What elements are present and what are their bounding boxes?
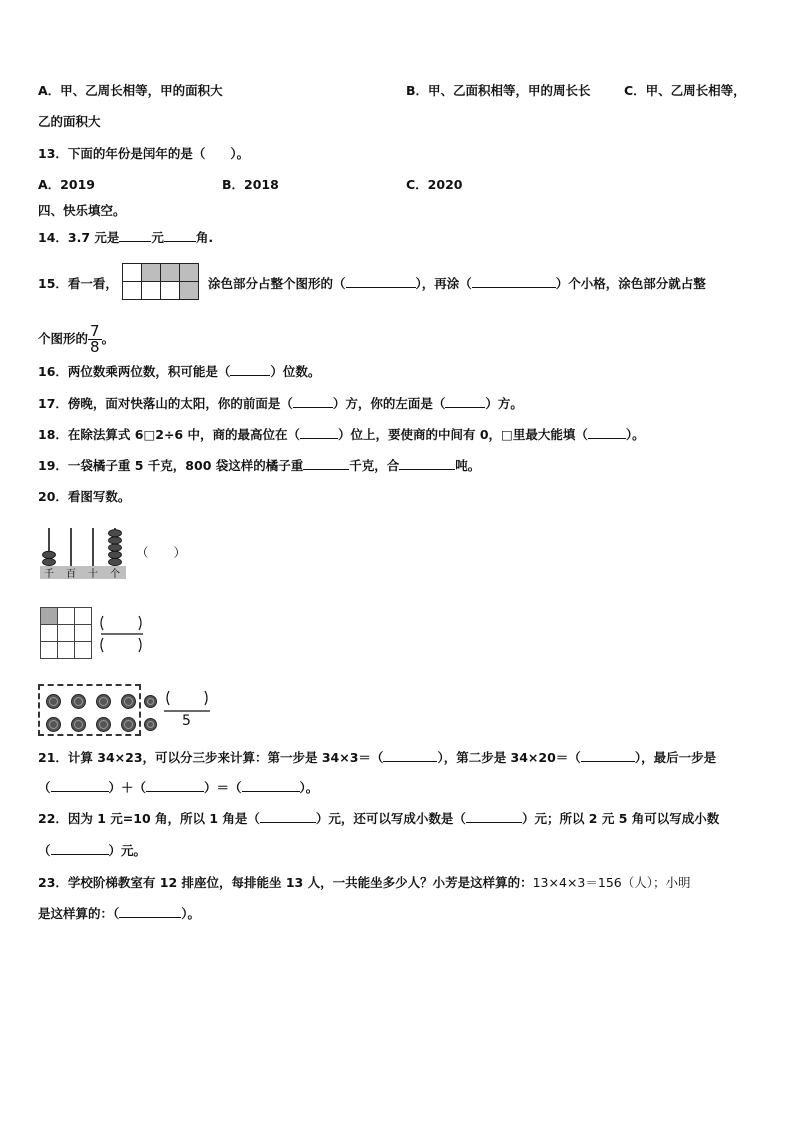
q19 [38, 458, 480, 474]
q20-stem: 20．看图写数。 [38, 489, 131, 504]
q21-text-1: 21．计算 34×23，可以分三步来计算：第一步是 34×3＝（ [38, 750, 384, 765]
grid-cell-shaded [161, 264, 180, 282]
q22-text-1: 22．因为 1 元=10 角，所以 1 角是（ [38, 811, 260, 826]
q21-text-3: ），最后一步是 [634, 750, 717, 765]
q18-text-1: 18．在除法算式 6□2÷6 中，商的最高位在（ [38, 427, 300, 442]
abacus-label-hundreds: 百 [66, 569, 76, 580]
abacus-bead-thousands [43, 551, 56, 558]
q17 [38, 396, 523, 412]
q23-line-2 [38, 906, 200, 922]
q16-text-2: ）位数。 [270, 364, 321, 379]
grid-cell [161, 282, 180, 300]
grid-cell [123, 264, 142, 282]
abacus-bead-ones [109, 551, 122, 558]
q21-blank-add2[interactable] [146, 780, 204, 792]
dot [96, 717, 111, 732]
q15-text [208, 276, 706, 292]
dot [71, 694, 86, 709]
dot [121, 717, 136, 732]
q15-text-6: 。 [101, 331, 115, 346]
q22-text-2: ）元，还可以写成小数是（ [315, 811, 466, 826]
grid-cell [75, 642, 92, 659]
abacus [40, 520, 130, 580]
grid-cell [142, 282, 161, 300]
q18 [38, 427, 645, 443]
q19-blank-ton[interactable] [399, 458, 455, 470]
abacus-answer[interactable]: （ ） [136, 545, 187, 560]
q14-blank-jiao[interactable] [164, 229, 196, 242]
q15-text-2: 涂色部分占整个图形的（ [208, 276, 346, 291]
grid-cell-shaded [180, 264, 199, 282]
q19-text-3: 吨。 [455, 458, 481, 473]
abacus-bead-ones [109, 558, 122, 565]
q14-text-1: 3.7 元是 [67, 230, 120, 245]
q18-blank-place[interactable] [300, 427, 338, 439]
q22-blank-2yuan5jiao[interactable] [51, 843, 109, 855]
grid-cell [75, 608, 92, 625]
q17-blank-front[interactable] [293, 396, 333, 408]
q13-option-b: B．2018 [222, 177, 279, 192]
nine-square-grid [40, 607, 92, 659]
abacus-bead-ones [109, 544, 122, 551]
q23-text-4: ）。 [181, 906, 201, 921]
q18-text-3: ）。 [625, 427, 645, 442]
dot [46, 694, 61, 709]
abacus-drawing [40, 520, 130, 580]
q21-text-4: （ [38, 780, 51, 795]
q21-text-6: ）＝（ [204, 780, 242, 795]
q12-option-a: A．甲、乙周长相等，甲的面积大 [38, 83, 223, 98]
grid-cell [41, 625, 58, 642]
dot-outside [144, 718, 157, 731]
q17-text-1: 17．傍晚，面对快落山的太阳，你的前面是（ [38, 396, 293, 411]
q13-option-c: C．2020 [406, 177, 463, 192]
q14-text-3: 角. [195, 230, 214, 245]
q16-blank[interactable] [230, 364, 270, 376]
q15-blank-cells[interactable] [472, 276, 556, 288]
grid-cell [58, 642, 75, 659]
grid-fraction-answer[interactable] [99, 614, 143, 658]
q16-text-1: 16．两位数乘两位数，积可能是（ [38, 364, 231, 379]
q23-line-1 [38, 875, 690, 891]
q12-option-c: C．甲、乙周长相等， [624, 83, 746, 98]
q21-line-1 [38, 750, 716, 766]
q21-blank-step2[interactable] [581, 750, 635, 762]
q15-text-4: ）个小格，涂色部分就占整 [555, 276, 706, 291]
q22-blank-fraction[interactable] [260, 811, 316, 823]
grid-cell-shaded [41, 608, 58, 625]
q21-text-7: ）。 [299, 780, 319, 795]
q15-text-5: 个图形的 [38, 331, 89, 346]
q22-text-4: （ [38, 843, 51, 858]
q14-number: 14． [38, 230, 68, 245]
q21-blank-step1[interactable] [383, 750, 437, 762]
q21-line-2 [38, 780, 318, 796]
q18-text-2: ）位上，要使商的中间有 0，□里最大能填（ [337, 427, 588, 442]
grid-cell [41, 642, 58, 659]
section-heading: 四、快乐填空。 [38, 203, 126, 218]
q12-option-c-continued: 乙的面积大 [38, 114, 101, 129]
q22-text-3: ）元；所以 2 元 5 角可以写成小数 [521, 811, 720, 826]
q17-text-3: ）方。 [485, 396, 523, 411]
fraction-seven-eighths [88, 324, 102, 355]
dot [71, 717, 86, 732]
dots-fraction-answer[interactable] [162, 689, 212, 733]
q21-blank-add1[interactable] [51, 780, 109, 792]
q23-text-1: 23．学校阶梯教室有 12 排座位，每排能坐 13 人，一共能坐多少人？小芳是这样算的： [38, 875, 533, 890]
grid-cell [58, 608, 75, 625]
q19-text-2: 千克，合 [349, 458, 400, 473]
fraction-denominator: 5 [182, 713, 191, 729]
q22-blank-decimal[interactable] [466, 811, 522, 823]
q17-text-2: ）方，你的左面是（ [332, 396, 446, 411]
q21-blank-sum[interactable] [242, 780, 300, 792]
dot [96, 694, 111, 709]
q15-shaded-grid [122, 263, 199, 300]
q18-blank-digit[interactable] [588, 427, 626, 439]
abacus-bead-ones [109, 537, 122, 544]
q22-line-2 [38, 843, 146, 859]
blank-fraction [99, 614, 143, 658]
grid-cell [75, 625, 92, 642]
q14 [38, 229, 213, 246]
q14-blank-yuan[interactable] [119, 229, 151, 242]
q22-text-5: ）元。 [108, 843, 147, 858]
abacus-label-tens: 十 [88, 569, 98, 580]
q15-blank-fraction[interactable] [346, 276, 416, 288]
q13-option-a: A．2019 [38, 177, 95, 192]
q15-label: 15．看一看， [38, 276, 118, 291]
dot [46, 717, 61, 732]
q12-option-b: B．甲、乙面积相等，甲的周长长 [406, 83, 591, 98]
fraction-denominator: 8 [90, 338, 100, 356]
grid-cell [58, 625, 75, 642]
grid-cell-shaded [180, 282, 199, 300]
q23-blank[interactable] [119, 906, 181, 918]
q15-continued [38, 324, 114, 355]
q16 [38, 364, 320, 380]
abacus-label-thousands: 千 [44, 569, 54, 580]
grid-cell [123, 282, 142, 300]
abacus-label-ones: 个 [110, 569, 120, 580]
q22-line-1 [38, 811, 719, 827]
dot [121, 694, 136, 709]
q19-text-1: 19．一袋橘子重 5 千克，800 袋这样的橘子重 [38, 458, 304, 473]
abacus-bead-ones [109, 530, 122, 537]
q21-text-2: ），第二步是 34×20＝（ [437, 750, 581, 765]
q13-stem: 13．下面的年份是闰年的是（ ）。 [38, 146, 250, 161]
q23-text-2: 13×4×3＝156（人）；小明 [532, 875, 691, 890]
fraction-numerator: 7 [90, 322, 100, 340]
q23-text-3: 是这样算的：（ [38, 906, 120, 921]
abacus-bead-thousands [43, 558, 56, 565]
q17-blank-left[interactable] [445, 396, 485, 408]
dot-outside [144, 695, 157, 708]
q21-text-5: ）＋（ [108, 780, 147, 795]
q19-blank-kg[interactable] [303, 458, 349, 470]
q14-text-2: 元 [151, 230, 164, 245]
q15-text-3: ），再涂（ [415, 276, 472, 291]
grid-cell-shaded [142, 264, 161, 282]
